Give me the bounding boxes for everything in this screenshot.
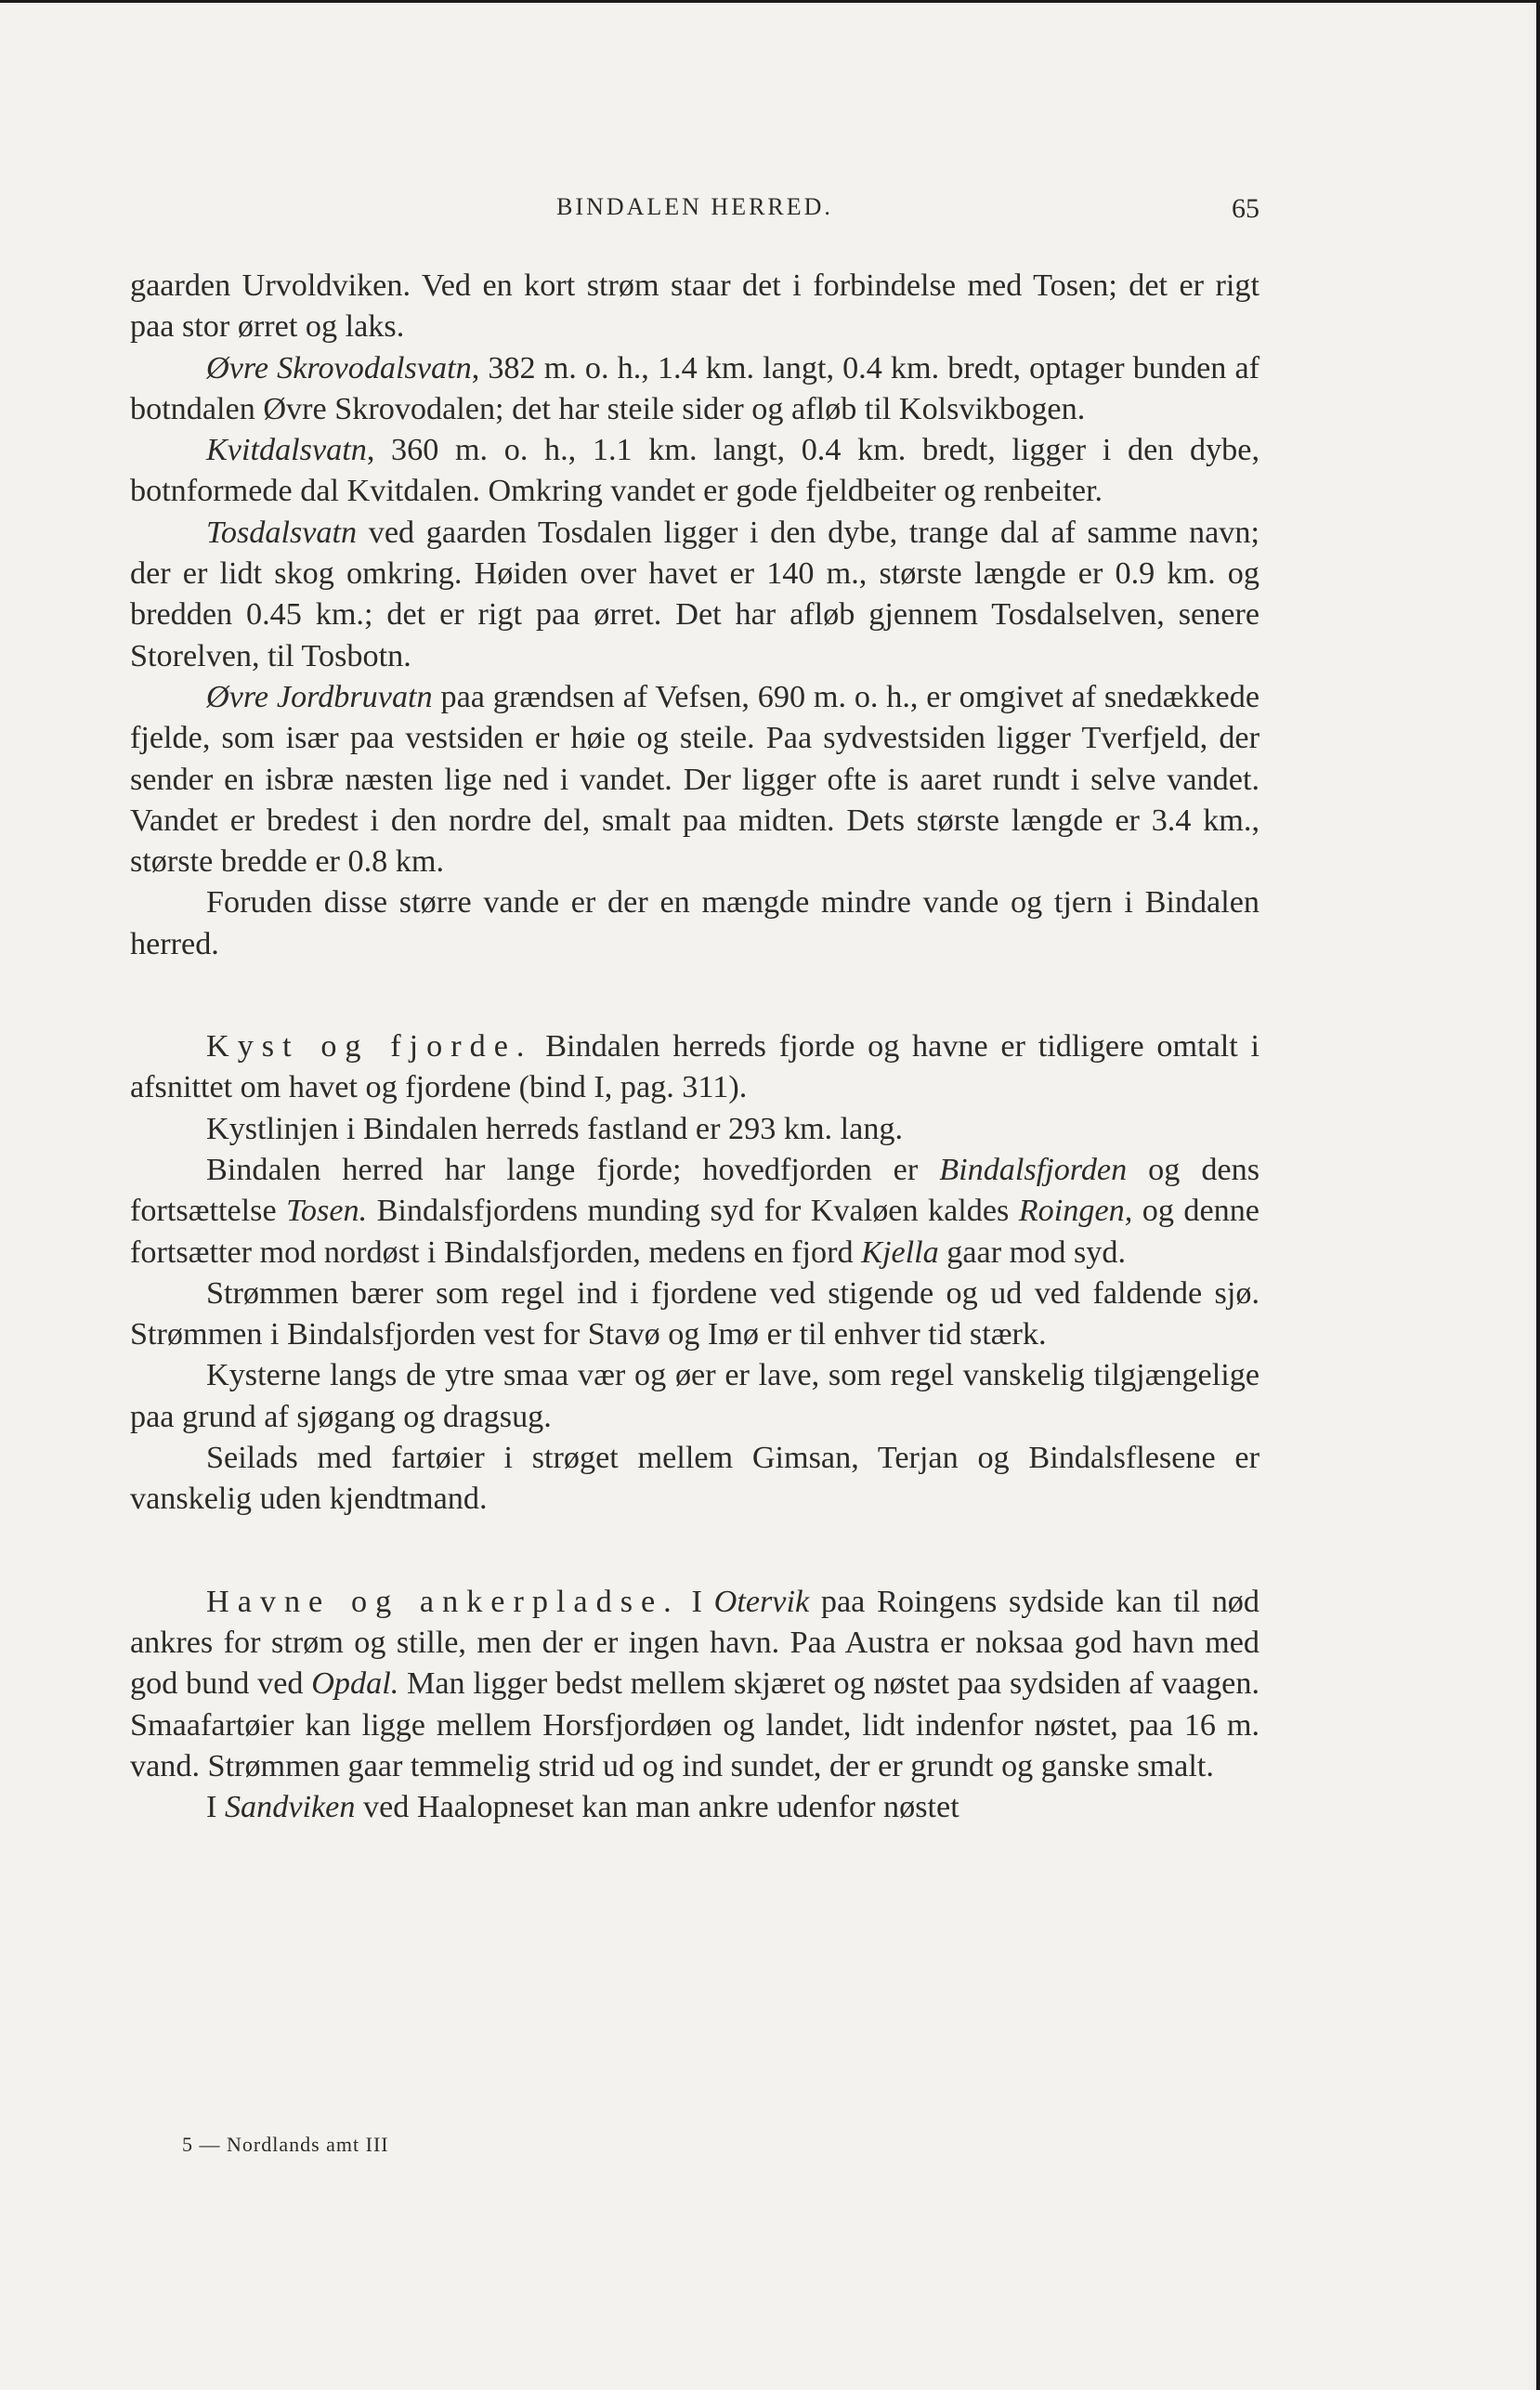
paragraph-fjorde: Bindalen herred har lange fjorde; hovedfjorden er Bindalsfjorden og dens fortsættelse Tosen. Bindalsfjordens munding syd for Kvaløen kaldes Roingen, og denne fortsætter mod nordøst i Bindalsfjorden, medens en fjord Kjella gaar mod syd. [130,1152,1259,1270]
scan-right-edge [1536,0,1540,2390]
signature-footnote: 5 — Nordlands amt III [182,2133,389,2156]
paragraph-tosdalsvatn: Tosdalsvatn ved gaarden Tosdalen ligger i den dybe, trange dal af samme navn; der er lidt skog omkring. Høiden over havet er 140 m., største længde er 0.9 km. og bredden 0.45 km.; det er rigt paa ørret. Det har afløb gjennem Tosdalselven, senere Storelven, til Tosbotn. [130,515,1259,673]
page-number: 65 [1232,193,1259,224]
section-heading: Havne og ankerpladse. [206,1584,680,1619]
paragraph-havne: Havne og ankerpladse. I Otervik paa Roingens sydside kan til nød ankres for strøm og stille, men der er ingen havn. Paa Austra er noksaa god havn med god bund ved Opdal. Man ligger bedst mellem skjæret og nøstet paa sydsiden af vaagen. Smaafartøier kan ligge mellem Horsfjordøen og landet, lidt indenfor nøstet, paa 16 m. vand. Strømmen gaar temmelig strid ud og ind sundet, der er grundt og ganske smalt. [130,1584,1259,1783]
paragraph-kyst-og-fjorde: Kyst og fjorde. Bindalen herreds fjorde og havne er tidligere omtalt i afsnittet om havet og fjordene (bind I, pag. 311). [130,1029,1260,1105]
paragraph-kvitdalsvatn: Kvitdalsvatn, 360 m. o. h., 1.1 km. langt, 0.4 km. bredt, ligger i den dybe, botnformede dal Kvitdalen. Omkring vandet er gode fjeldbeiter og renbeiter. [130,433,1259,509]
lake-name: Tosdalsvatn [206,515,358,550]
section-heading: Kyst og fjorde. [206,1029,533,1064]
paragraph-urvoldviken: gaarden Urvoldviken. Ved en kort strøm staar det i forbindelse med Tosen; det er rigt paa stor ørret og laks. [130,268,1259,345]
lake-name: Øvre Skrovodalsvatn [206,350,472,385]
paragraph-seilads: Seilads med fartøier i strøget mellem Gimsan, Terjan og Bindalsflesene er vanskelig uden kjendtmand. [130,1441,1259,1517]
paragraph-kysterne: Kysterne langs de ytre smaa vær og øer er lave, som regel vanskelig tilgjængelige paa grund af sjøgang og dragsug. [130,1358,1259,1434]
lake-name: Øvre Jordbruvatn [206,679,433,714]
paragraph-ovre-jordbruvatn: Øvre Jordbruvatn paa grændsen af Vefsen, 690 m. o. h., er omgivet af snedækkede fjelde, som især paa vestsiden er høie og steile. Paa sydvestsiden ligger Tverfjeld, der sender en isbræ næsten lige ned i vandet. Der ligger ofte is aaret rundt i selve vandet. Vandet er bredest i den nordre del, smalt paa midten. Dets største længde er 3.4 km., største bredde er 0.8 km. [130,679,1260,880]
paragraph-kystlinjen: Kystlinjen i Bindalen herreds fastland er 293 km. lang. [206,1111,904,1146]
paragraph-mindre-vande: Foruden disse større vande er der en mængde mindre vande og tjern i Bindalen herred. [130,885,1259,961]
page-header [130,193,1259,230]
running-title: BINDALEN HERRED. [556,193,833,220]
paragraph-sandviken: I Sandviken ved Haalopneset kan man ankre udenfor nøstet [206,1790,959,1825]
page-body [130,266,1259,1828]
paragraph-ovre-skrovodalsvatn: Øvre Skrovodalsvatn, 382 m. o. h., 1.4 km. langt, 0.4 km. bredt, optager bunden af botndalen Øvre Skrovodalen; det har steile sider og afløb til Kolsvikbogen. [130,350,1260,426]
paragraph-strommen: Strømmen bærer som regel ind i fjordene ved stigende og ud ved faldende sjø. Strømmen i Bindalsfjorden vest for Stavø og Imø er til enhver tid stærk. [130,1275,1259,1352]
scan-top-edge [0,0,1540,3]
lake-name: Kvitdalsvatn [206,433,367,468]
